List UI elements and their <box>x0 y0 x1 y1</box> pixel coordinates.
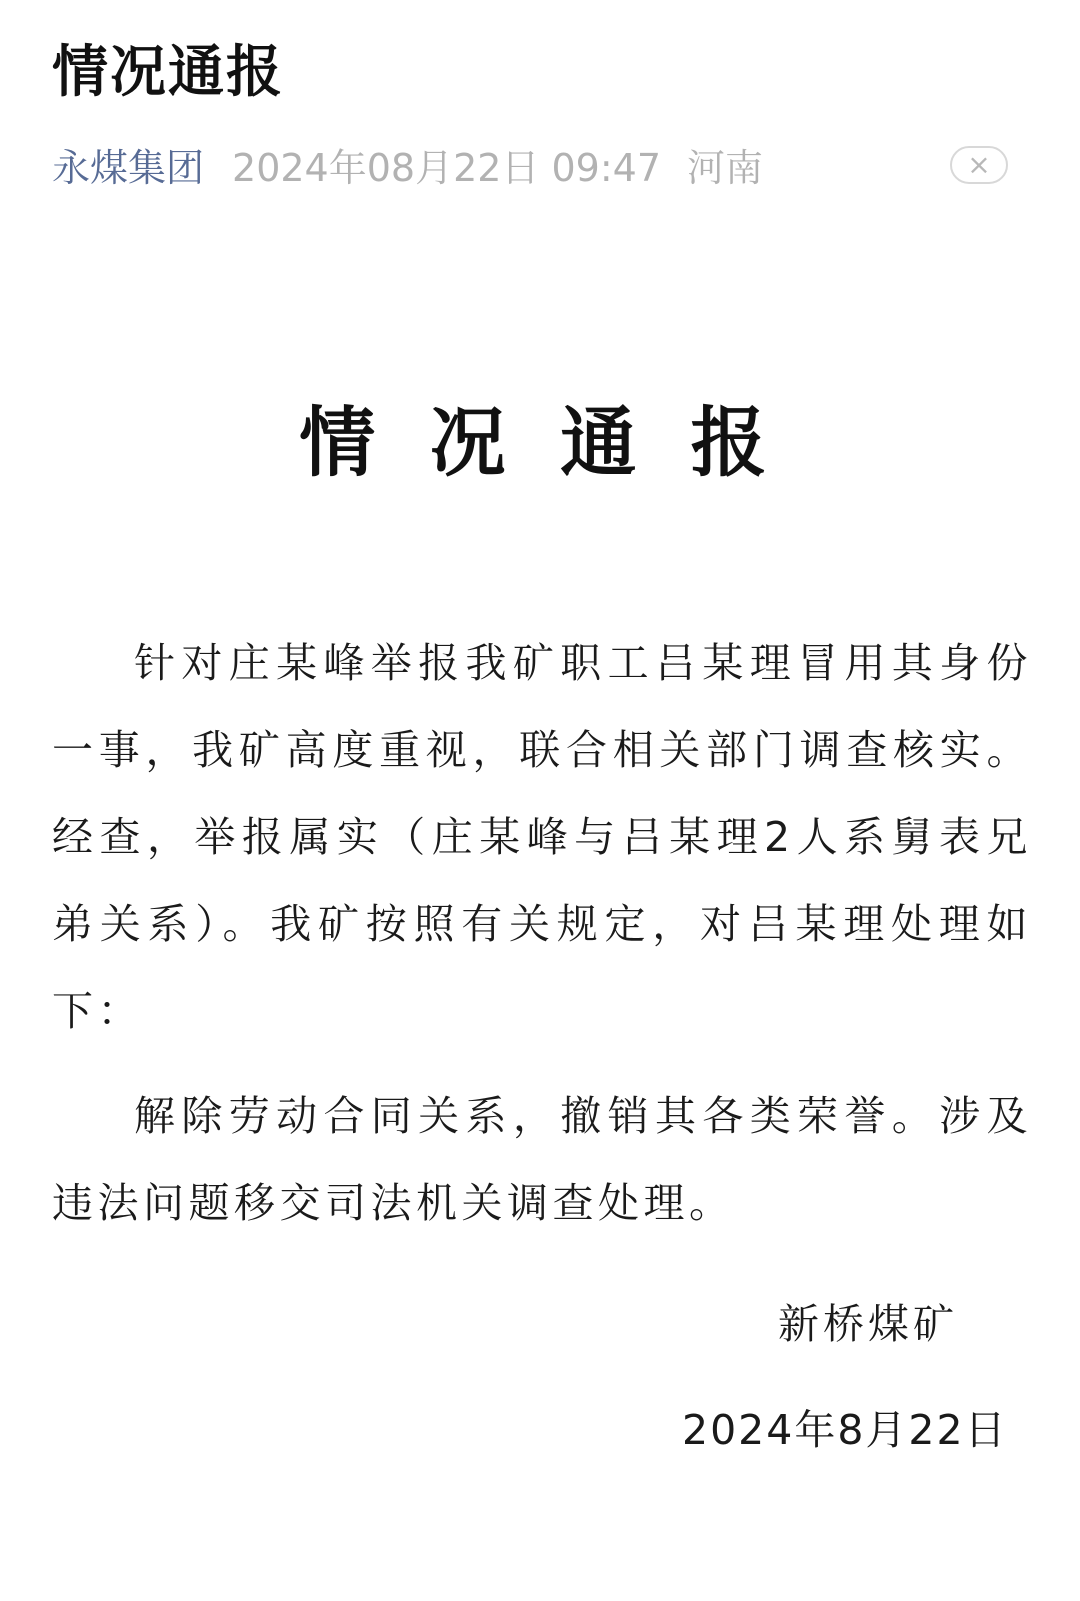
document-body <box>52 620 1032 1265</box>
close-icon: × <box>967 148 991 181</box>
publish-datetime: 2024年08月22日 09:47 <box>232 146 662 190</box>
article-meta <box>52 142 1032 194</box>
article-title: 情况通报 <box>52 40 284 105</box>
document-paragraph: 解除劳动合同关系，撤销其各类荣誉。涉及违法问题移交司法机关调查处理。 <box>52 1092 1032 1227</box>
signature-organization: 新桥煤矿 <box>778 1300 958 1348</box>
account-name-link[interactable]: 永煤集团 <box>52 146 205 190</box>
close-button[interactable] <box>950 146 1008 184</box>
document-heading: 情 况 通 报 <box>299 398 781 487</box>
signature-date: 2024年8月22日 <box>682 1406 1008 1454</box>
publish-location: 河南 <box>687 146 764 190</box>
document-paragraph: 针对庄某峰举报我矿职工吕某理冒用其身份一事，我矿高度重视，联合相关部门调查核实。经查，举报属实（庄某峰与吕某理2人系舅表兄弟关系）。我矿按照有关规定，对吕某理处理如下： <box>52 639 1032 1035</box>
